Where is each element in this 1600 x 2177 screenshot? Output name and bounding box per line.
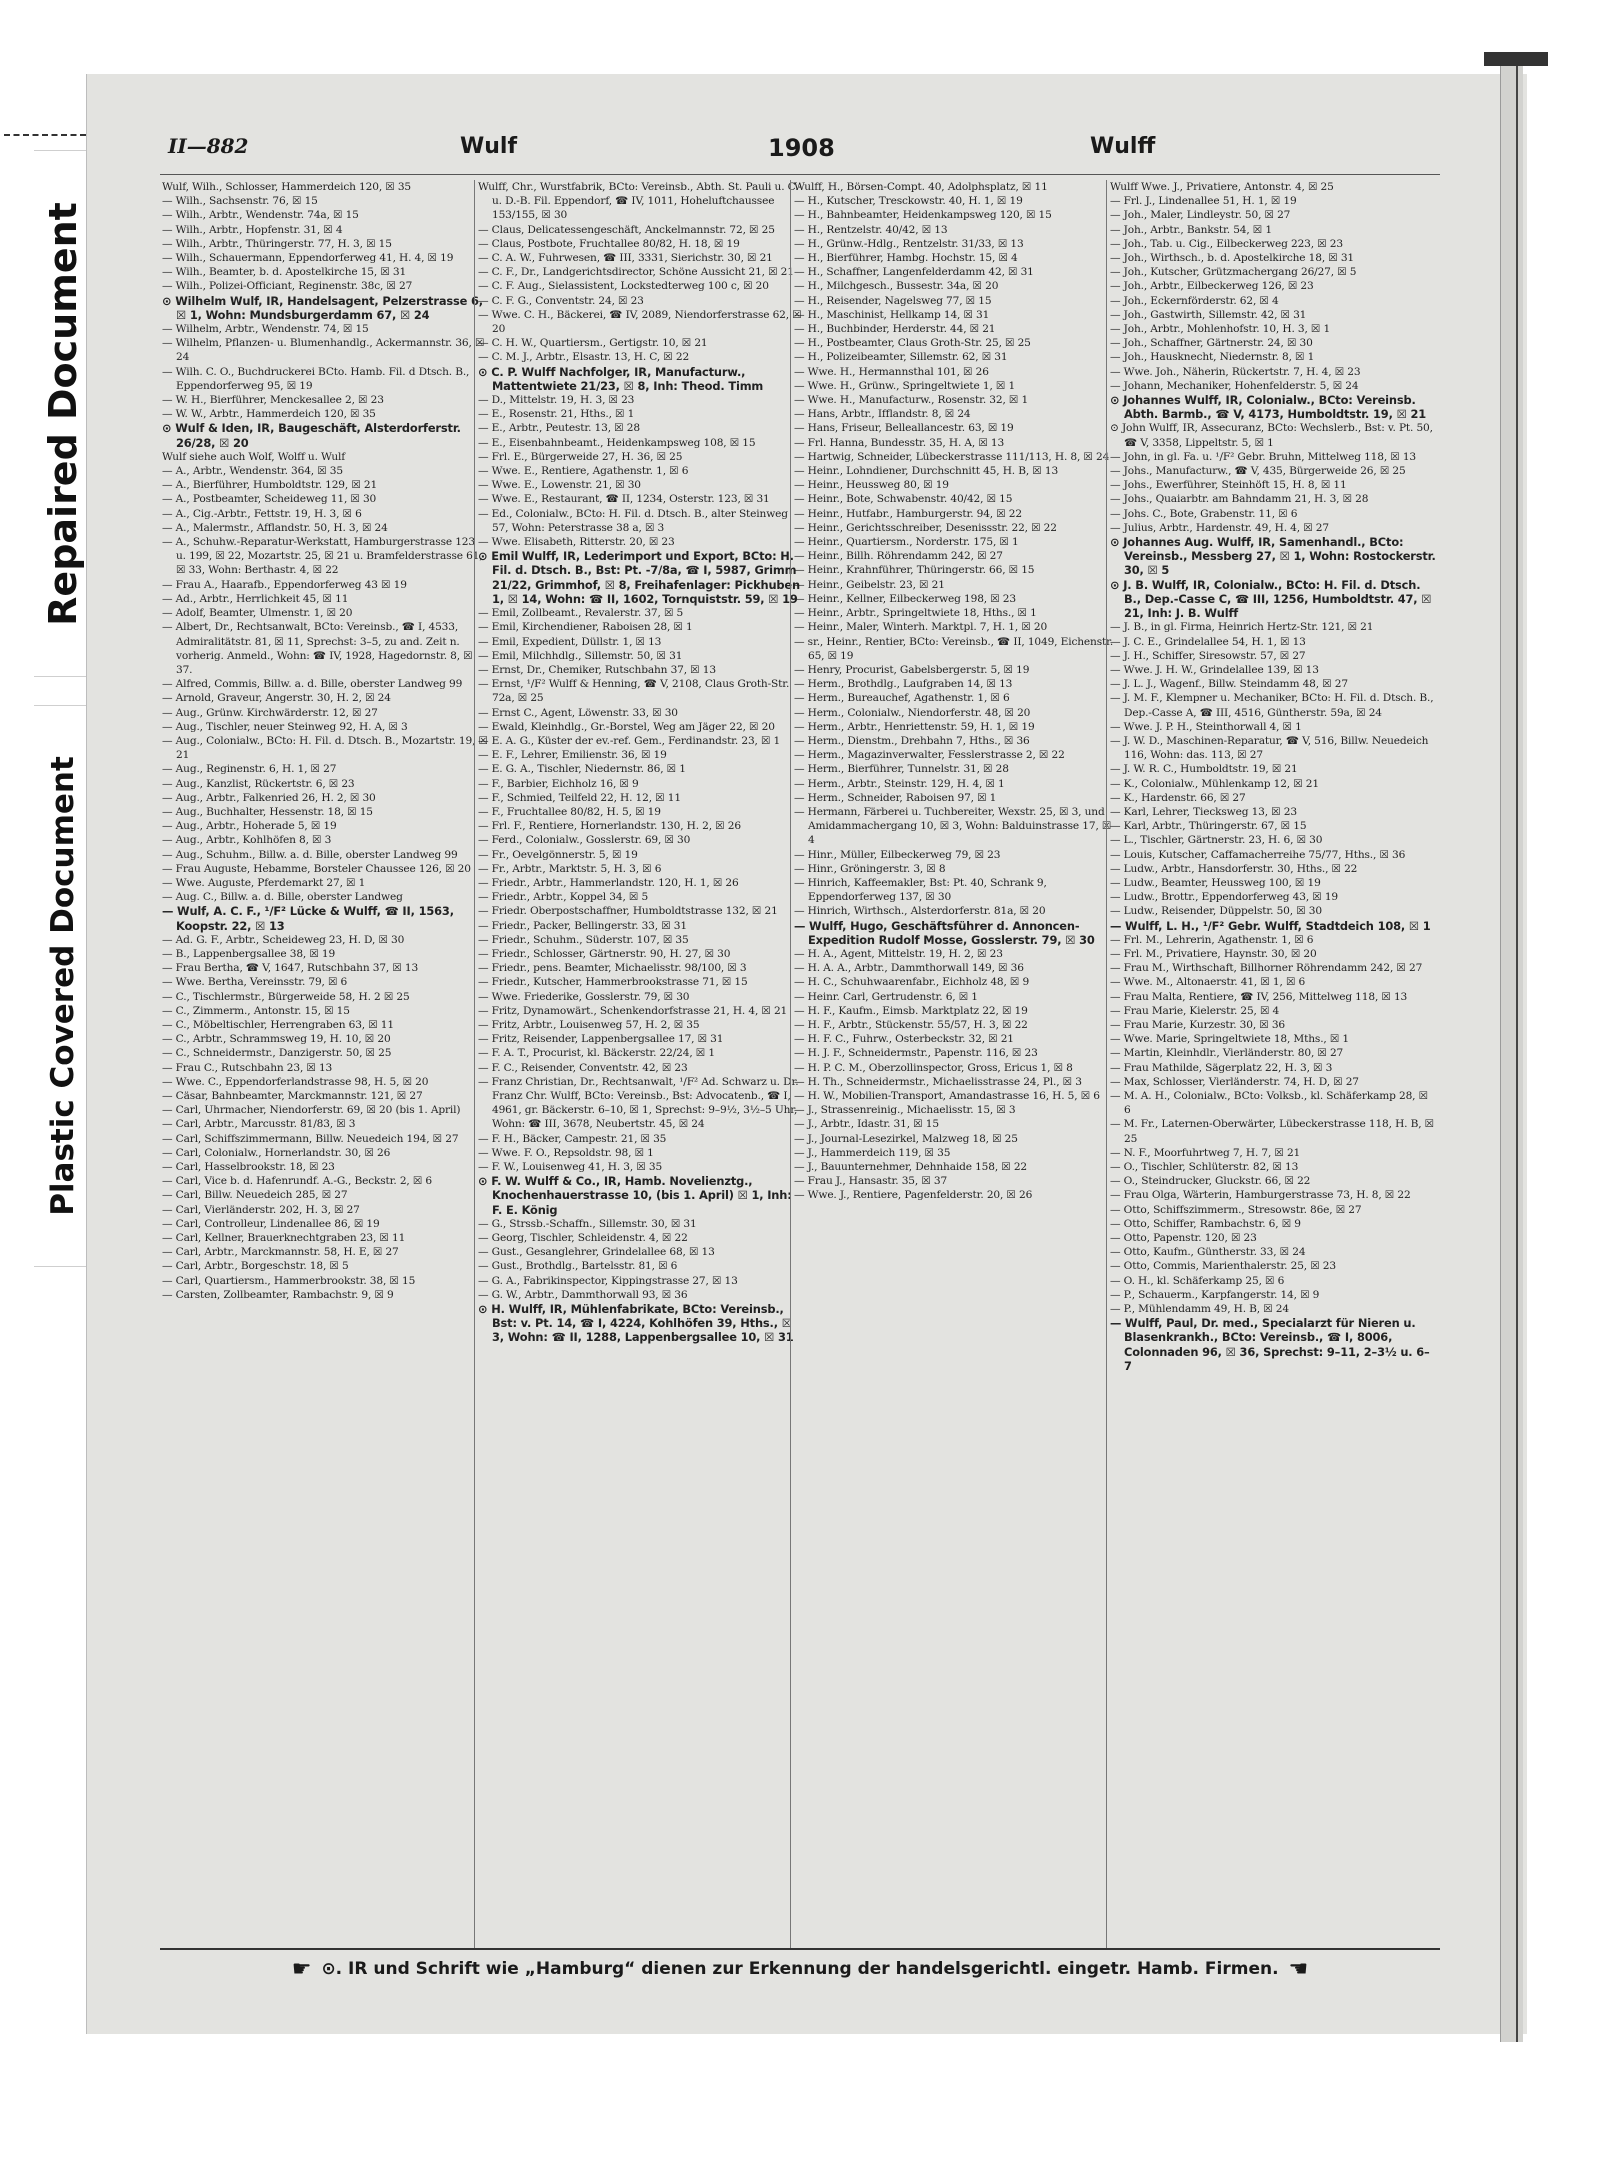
directory-entry: — H., Polizeibeamter, Sillemstr. 62, ☒ 31	[794, 351, 1008, 364]
directory-entry: — Wwe. J. H. W., Grindelallee 139, ☒ 13	[1110, 663, 1319, 676]
directory-entry: — H., Reisender, Nagelsweg 77, ☒ 15	[794, 294, 992, 307]
directory-entry: — Hans, Friseur, Belleallancestr. 63, ☒ 19	[794, 422, 1014, 435]
directory-entry: — Friedr., Arbtr., Koppel 34, ☒ 5	[478, 891, 649, 904]
directory-entry: — H. P. C. M., Oberzollinspector, Gross, Ericus 1, ☒ 8	[794, 1061, 1073, 1074]
directory-entry: — H. F., Arbtr., Stückenstr. 55/57, H. 3, ☒ 22	[794, 1018, 1028, 1031]
directory-entry: — Heinr., Arbtr., Springeltwiete 18, Hths., ☒ 1	[794, 607, 1037, 620]
directory-entry: ⊙ John Wulff, IR, Assecuranz, BCto: Wechslerb., Bst: v. Pt. 50, ☎ V, 3358, Lippeltstr. 5, ☒ 1	[1110, 422, 1433, 449]
directory-entry: — Frl. J., Lindenallee 51, H. 1, ☒ 19	[1110, 195, 1297, 208]
directory-entry: — Hinr., Müller, Eilbeckerweg 79, ☒ 23	[794, 848, 1001, 861]
directory-entry: — H. C., Schuhwaarenfabr., Eichholz 48, ☒ 9	[794, 976, 1030, 989]
directory-entry: — J., Hammerdeich 119, ☒ 35	[794, 1146, 951, 1159]
directory-entry: — C. M. J., Arbtr., Elsastr. 13, H. C, ☒ 22	[478, 351, 690, 364]
directory-entry: — C., Schneidermstr., Danzigerstr. 50, ☒ 25	[162, 1047, 392, 1060]
directory-entry: — Karl, Lehrer, Tiecksweg 13, ☒ 23	[1110, 805, 1297, 818]
directory-entry: — Joh., Arbtr., Bankstr. 54, ☒ 1	[1110, 223, 1272, 236]
directory-entry: — Wulff, Paul, Dr. med., Specialarzt für Nieren u. Blasenkrankh., BCto: Vereinsb., ☎ I, 8006, Colonnaden 96, ☒ 36, Sprechst: 9–11, 2–3½ u. 6–7	[1110, 1316, 1430, 1373]
directory-entry: — Wwe. J. P. H., Steinthorwall 4, ☒ 1	[1110, 720, 1302, 733]
directory-entry: — Ad., Arbtr., Herrlichkeit 45, ☒ 11	[162, 592, 349, 605]
directory-entry: — Wwe. Auguste, Pferdemarkt 27, ☒ 1	[162, 876, 366, 889]
directory-entry: — Aug., Colonialw., BCto: H. Fil. d. Dtsch. B., Mozartstr. 19, ☒ 21	[162, 734, 488, 762]
directory-entry: — Wwe. C., Eppendorferlandstrasse 98, H. 5, ☒ 20	[162, 1075, 429, 1088]
directory-entry: — John, in gl. Fa. u. ¹/F² Gebr. Bruhn, Mittelweg 118, ☒ 13	[1110, 450, 1417, 463]
directory-entry: — W. W., Arbtr., Hammerdeich 120, ☒ 35	[162, 408, 376, 421]
directory-entry: — Heinr., Krahnführer, Thüringerstr. 66, ☒ 15	[794, 564, 1035, 577]
directory-entry: — E., Arbtr., Peutestr. 13, ☒ 28	[478, 422, 640, 435]
directory-entry: — Ludw., Reisender, Düppelstr. 50, ☒ 30	[1110, 905, 1322, 918]
header-year: 1908	[768, 134, 835, 162]
directory-entry: — Wilhelm, Pflanzen- u. Blumenhandlg., Ackermannstr. 36, ☒ 24	[162, 337, 485, 364]
directory-entry: ⊙ Wulf & Iden, IR, Baugeschäft, Alsterdorferstr. 26/28, ☒ 20	[162, 421, 461, 450]
directory-entry: — Wilh. C. O., Buchdruckerei BCto. Hamb. Fil. d Dtsch. B., Eppendorferweg 95, ☒ 19	[162, 365, 470, 392]
directory-entry: — Wilhelm, Arbtr., Wendenstr. 74, ☒ 15	[162, 323, 369, 336]
directory-entry: — Frau C., Rutschbahn 23, ☒ 13	[162, 1061, 333, 1074]
directory-entry: — Friedr., pens. Beamter, Michaelisstr. 98/100, ☒ 3	[478, 962, 747, 975]
directory-entry: — Arnold, Graveur, Angerstr. 30, H. 2, ☒ 24	[162, 692, 391, 705]
directory-entry: — Gust., Brothdlg., Bartelsstr. 81, ☒ 6	[478, 1260, 678, 1273]
directory-entry: — O. H., kl. Schäferkamp 25, ☒ 6	[1110, 1274, 1285, 1287]
directory-entry: — H. A., Agent, Mittelstr. 19, H. 2, ☒ 23	[794, 947, 1003, 960]
directory-entry: — Carl, Controlleur, Lindenallee 86, ☒ 19	[162, 1217, 380, 1230]
directory-entry: — A., Postbeamter, Scheideweg 11, ☒ 30	[162, 493, 377, 506]
directory-entry: — Heinr., Bote, Schwabenstr. 40/42, ☒ 15	[794, 493, 1013, 506]
directory-entry: — Wilh., Polizei-Officiant, Reginenstr. 38c, ☒ 27	[162, 280, 413, 293]
directory-entry: — Claus, Delicatessengeschäft, Anckelmannstr. 72, ☒ 25	[478, 223, 775, 236]
directory-entry: — B., Lappenbergsallee 38, ☒ 19	[162, 947, 336, 960]
directory-entry: — Heinr., Kellner, Eilbeckerweg 198, ☒ 23	[794, 592, 1016, 605]
directory-entry: — A., Malermstr., Afflandstr. 50, H. 3, ☒ 24	[162, 521, 388, 534]
directory-entry: — Karl, Arbtr., Thüringerstr. 67, ☒ 15	[1110, 820, 1307, 833]
directory-entry: — J. W. D., Maschinen-Reparatur, ☎ V, 516, Billw. Neuedeich 116, Wohn: das. 113, ☒ 27	[1110, 734, 1429, 762]
directory-entry: — H., Bierführer, Hambg. Hochstr. 15, ☒ 4	[794, 252, 1018, 265]
directory-entry: — Fr., Arbtr., Marktstr. 5, H. 3, ☒ 6	[478, 862, 662, 875]
directory-entry: — E. A. G., Küster der ev.-ref. Gem., Ferdinandstr. 23, ☒ 1	[478, 734, 781, 747]
directory-entry: — H. F., Kaufm., Eimsb. Marktplatz 22, ☒ 19	[794, 1004, 1028, 1017]
directory-entry: — Friedr., Schuhm., Süderstr. 107, ☒ 35	[478, 933, 689, 946]
directory-entry: — Frl. E., Bürgerweide 27, H. 36, ☒ 25	[478, 450, 683, 463]
directory-entry: — Carl, Vice b. d. Hafenrundf. A.-G., Beckstr. 2, ☒ 6	[162, 1175, 433, 1188]
directory-entry: — Carl, Colonialw., Hornerlandstr. 30, ☒ 26	[162, 1146, 391, 1159]
directory-entry: — Wwe. H., Hermannsthal 101, ☒ 26	[794, 365, 989, 378]
directory-entry: — H., Maschinist, Hellkamp 14, ☒ 31	[794, 308, 990, 321]
directory-entry: — Frl. Hanna, Bundesstr. 35, H. A, ☒ 13	[794, 436, 1005, 449]
directory-entry: — Johs. C., Bote, Grabenstr. 11, ☒ 6	[1110, 507, 1298, 520]
directory-entry: — Hartwig, Schneider, Lübeckerstrasse 111/113, H. 8, ☒ 24	[794, 450, 1110, 463]
directory-entry: — E. F., Lehrer, Emilienstr. 36, ☒ 19	[478, 749, 667, 762]
directory-entry: — C., Arbtr., Schrammsweg 19, H. 10, ☒ 20	[162, 1033, 391, 1046]
directory-entry: — Wwe. E., Restaurant, ☎ II, 1234, Osterstr. 123, ☒ 31	[478, 493, 770, 506]
directory-entry: — Wwe. Joh., Näherin, Rückertstr. 7, H. 4, ☒ 23	[1110, 365, 1361, 378]
directory-entry: — Wwe. Elisabeth, Ritterstr. 20, ☒ 23	[478, 536, 675, 549]
directory-entry: — J. L. J., Wagenf., Billw. Steindamm 48, ☒ 27	[1110, 678, 1348, 691]
directory-entry: — A., Cig.-Arbtr., Fettstr. 19, H. 3, ☒ 6	[162, 507, 362, 520]
directory-entry: — Heinr., Billh. Röhrendamm 242, ☒ 27	[794, 550, 1003, 563]
directory-entry: — Aug., Schuhm., Billw. a. d. Bille, oberster Landweg 99	[162, 848, 458, 861]
directory-entry: — J. H., Schiffer, Siresowstr. 57, ☒ 27	[1110, 649, 1306, 662]
directory-entry: ⊙ F. W. Wulff & Co., IR, Hamb. Novelienztg., Knochenhauerstrasse 10, (bis 1. April) ☒ 1, Inh: F. E. König	[478, 1174, 792, 1217]
directory-entry: ⊙ Johannes Aug. Wulff, IR, Samenhandl., BCto: Vereinsb., Messberg 27, ☒ 1, Wohn: Rostockerstr. 30, ☒ 5	[1110, 535, 1436, 578]
plastic-covered-label	[34, 705, 93, 1267]
directory-entry: — Wwe. Bertha, Vereinsstr. 79, ☒ 6	[162, 976, 348, 989]
directory-entry: — Adolf, Beamter, Ulmenstr. 1, ☒ 20	[162, 607, 353, 620]
directory-entry: — Alfred, Commis, Billw. a. d. Bille, oberster Landweg 99	[162, 678, 463, 691]
directory-entry: — Franz Christian, Dr., Rechtsanwalt, ¹/F² Ad. Schwarz u. Dr. Franz Chr. Wulff, BCto: Vereinsb., Bst: Advocatenb., ☎ I, 4961, gr. Bäckerstr. 6–10, ☒ 1, Sprechst: 9–9½, 3½–5 Uhr, Wohn: ☎ III, 3678, Neubertstr. 45, ☒ 24	[478, 1075, 799, 1131]
directory-entry: — J., Bauunternehmer, Dehnhaide 158, ☒ 22	[794, 1161, 1028, 1174]
binder-clip	[1484, 52, 1548, 66]
directory-entry: — Carl, Quartiersm., Hammerbrookstr. 38, ☒ 15	[162, 1274, 416, 1287]
directory-entry: — Ernst, Dr., Chemiker, Rutschbahn 37, ☒ 13	[478, 663, 716, 676]
directory-entry: — H. Th., Schneidermstr., Michaelisstrasse 24, Pl., ☒ 3	[794, 1075, 1082, 1088]
directory-entry: — H. J. F., Schneidermstr., Papenstr. 116, ☒ 23	[794, 1047, 1038, 1060]
directory-entry: — Friedr., Arbtr., Hammerlandstr. 120, H. 1, ☒ 26	[478, 876, 739, 889]
directory-entry: — L., Tischler, Gärtnerstr. 23, H. 6, ☒ 30	[1110, 834, 1323, 847]
directory-entry: — Herm., Bierführer, Tunnelstr. 31, ☒ 28	[794, 763, 1009, 776]
directory-entry: — J. W. R. C., Humboldtstr. 19, ☒ 21	[1110, 763, 1298, 776]
directory-entry: — Ludw., Brottr., Eppendorferweg 43, ☒ 19	[1110, 891, 1339, 904]
directory-entry: — Ernst C., Agent, Löwenstr. 33, ☒ 30	[478, 706, 678, 719]
directory-entry: — Joh., Maler, Lindleystr. 50, ☒ 27	[1110, 209, 1291, 222]
directory-entry: — H., Rentzelstr. 40/42, ☒ 13	[794, 223, 948, 236]
page-header	[160, 134, 1440, 168]
repaired-label-text: Repaired Document	[41, 201, 86, 626]
directory-entry: — Ferd., Colonialw., Gosslerstr. 69, ☒ 30	[478, 834, 691, 847]
directory-entry: — Hinrich, Wirthsch., Alsterdorferstr. 81a, ☒ 20	[794, 905, 1046, 918]
header-left-name: Wulf	[460, 134, 518, 159]
directory-entry: — Cäsar, Bahnbeamter, Marckmannstr. 121, ☒ 27	[162, 1090, 423, 1102]
directory-entry: — M. A. H., Colonialw., BCto: Volksb., kl. Schäferkamp 28, ☒ 6	[1110, 1090, 1428, 1117]
directory-entry: ⊙ J. B. Wulff, IR, Colonialw., BCto: H. Fil. d. Dtsch. B., Dep.-Casse C, ☎ III, 1256, Humboldtstr. 47, ☒ 21, Inh: J. B. Wulff	[1110, 577, 1432, 621]
directory-entry: — Louis, Kutscher, Caffamacherreihe 75/77, Hths., ☒ 36	[1110, 848, 1406, 861]
directory-entry: — Wwe. E., Rentiere, Agathenstr. 1, ☒ 6	[478, 465, 689, 478]
directory-entry: — Carl, Hasselbrookstr. 18, ☒ 23	[162, 1161, 335, 1174]
directory-entry: — Heinr., Lohndiener, Durchschnitt 45, H. B, ☒ 13	[794, 465, 1059, 478]
directory-entry: — Otto, Kaufm., Güntherstr. 33, ☒ 24	[1110, 1246, 1306, 1259]
directory-entry: — Aug., Tischler, neuer Steinweg 92, H. A, ☒ 3	[162, 720, 408, 733]
directory-entry: — A., Arbtr., Wendenstr. 364, ☒ 35	[162, 465, 343, 478]
directory-entry: — Henry, Procurist, Gabelsbergerstr. 5, ☒ 19	[794, 663, 1030, 676]
plastic-label-text: Plastic Covered Document	[45, 756, 82, 1216]
directory-entry: — Albert, Dr., Rechtsanwalt, BCto: Vereinsb., ☎ I, 4533, Admiralitätstr. 81, ☒ 11, Sprechst: 3–5, zu and. Zeit n. vorherig. Anmeld., Wohn: ☎ IV, 1928, Hagedornstr. 8, ☒ 37.	[162, 621, 473, 676]
directory-entry: — Hinr., Gröningerstr. 3, ☒ 8	[794, 862, 946, 875]
directory-entry: — Aug., Reginenstr. 6, H. 1, ☒ 27	[162, 763, 337, 776]
directory-entry: — Hans, Arbtr., Ifflandstr. 8, ☒ 24	[794, 408, 971, 421]
directory-entry: — Herm., Bureauchef, Agathenstr. 1, ☒ 6	[794, 692, 1010, 705]
directory-entry: — Aug. C., Billw. a. d. Bille, oberster Landweg	[162, 891, 403, 904]
directory-entry: — Carl, Arbtr., Marckmannstr. 58, H. E, ☒ 27	[162, 1246, 399, 1259]
directory-entry: — Ewald, Kleinhdlg., Gr.-Borstel, Weg am Jäger 22, ☒ 20	[478, 720, 775, 733]
directory-entry: — Frau Malta, Rentiere, ☎ IV, 256, Mittelweg 118, ☒ 13	[1110, 990, 1408, 1003]
directory-entry: — Frau Mathilde, Sägerplatz 22, H. 3, ☒ 3	[1110, 1061, 1333, 1074]
directory-entry: — Aug., Grünw. Kirchwärderstr. 12, ☒ 27	[162, 706, 378, 719]
directory-entry: — Aug., Kanzlist, Rückertstr. 6, ☒ 23	[162, 777, 355, 790]
directory-entry: — Joh., Wirthsch., b. d. Apostelkirche 18, ☒ 31	[1110, 252, 1355, 265]
directory-entry: — E. G. A., Tischler, Niedernstr. 86, ☒ 1	[478, 763, 686, 776]
directory-entry: — Heinr., Gerichtsschreiber, Desenissstr. 22, ☒ 22	[794, 521, 1057, 534]
directory-entry: — Herm., Dienstm., Drehbahn 7, Hths., ☒ 36	[794, 734, 1030, 747]
directory-entry: — Ernst, ¹/F² Wulff & Henning, ☎ V, 2108, Claus Groth-Str. 72a, ☒ 25	[478, 678, 790, 705]
directory-entry: — E., Rosenstr. 21, Hths., ☒ 1	[478, 408, 635, 421]
column-divider	[790, 180, 791, 1950]
directory-entry: ⊙ Johannes Wulff, IR, Colonialw., BCto: Vereinsb. Abth. Barmb., ☎ V, 4173, Humboldtstr. 19, ☒ 21	[1110, 393, 1427, 422]
directory-entry: — Herm., Arbtr., Henriettenstr. 59, H. 1, ☒ 19	[794, 720, 1035, 733]
directory-entry: — Wilh., Beamter, b. d. Apostelkirche 15, ☒ 31	[162, 266, 407, 279]
directory-entry: — Ludw., Arbtr., Hansdorferstr. 30, Hths., ☒ 22	[1110, 862, 1358, 875]
directory-entry: — Emil, Zollbeamt., Revalerstr. 37, ☒ 5	[478, 607, 684, 620]
directory-entry: Wulff Wwe. J., Privatiere, Antonstr. 4, ☒ 25	[1110, 181, 1334, 193]
directory-entry: — Frau A., Haarafb., Eppendorferweg 43 ☒ 19	[162, 578, 407, 591]
directory-entry: — Wilh., Arbtr., Wendenstr. 74a, ☒ 15	[162, 209, 359, 222]
directory-entry: — Joh., Arbtr., Eilbeckerweg 126, ☒ 23	[1110, 280, 1314, 293]
directory-entry: — H., Buchbinder, Herderstr. 44, ☒ 21	[794, 323, 996, 336]
directory-entry: — Carl, Vierländerstr. 202, H. 3, ☒ 27	[162, 1203, 360, 1216]
directory-entry: — A., Bierführer, Humboldtstr. 129, ☒ 21	[162, 479, 378, 492]
directory-entry: — P., Schauerm., Karpfangerstr. 14, ☒ 9	[1110, 1288, 1320, 1301]
directory-entry: — J., Journal-Lesezirkel, Malzweg 18, ☒ 25	[794, 1132, 1018, 1145]
directory-entry: — F. W., Louisenweg 41, H. 3, ☒ 35	[478, 1161, 663, 1174]
directory-entry: — Gust., Gesanglehrer, Grindelallee 68, ☒ 13	[478, 1246, 715, 1259]
directory-entry: — G. W., Arbtr., Dammthorwall 93, ☒ 36	[478, 1288, 688, 1301]
directory-entry: — Friedr., Kutscher, Hammerbrookstrasse 71, ☒ 15	[478, 976, 748, 989]
directory-entry: — C., Zimmerm., Antonstr. 15, ☒ 15	[162, 1004, 350, 1017]
directory-entry: — F., Fruchtallee 80/82, H. 5, ☒ 19	[478, 805, 661, 818]
directory-entry: — K., Colonialw., Mühlenkamp 12, ☒ 21	[1110, 777, 1319, 790]
directory-entry: — Joh., Eckernförderstr. 62, ☒ 4	[1110, 294, 1279, 307]
directory-entry: — Friedr., Schlosser, Gärtnerstr. 90, H. 27, ☒ 30	[478, 947, 731, 960]
directory-entry: — Emil, Expedient, Düllstr. 1, ☒ 13	[478, 635, 662, 648]
directory-entry: Wulff, H., Börsen-Compt. 40, Adolphsplatz, ☒ 11	[794, 181, 1048, 193]
column-divider	[1106, 180, 1107, 1950]
directory-entry: — Otto, Commis, Marienthalerstr. 25, ☒ 23	[1110, 1260, 1336, 1273]
directory-entry: — Ludw., Beamter, Heussweg 100, ☒ 19	[1110, 876, 1321, 889]
directory-entry: — Wulff, L. H., ¹/F² Gebr. Wulff, Stadtdeich 108, ☒ 1	[1110, 918, 1431, 933]
directory-entry: — H., Kutscher, Tresckowstr. 40, H. 1, ☒ 19	[794, 195, 1023, 208]
directory-entry: — F., Barbier, Eichholz 16, ☒ 9	[478, 777, 639, 790]
directory-entry: — Frl. F., Rentiere, Hornerlandstr. 130, H. 2, ☒ 26	[478, 820, 741, 833]
directory-entry: — P., Mühlendamm 49, H. B, ☒ 24	[1110, 1303, 1289, 1316]
directory-entry: — A., Schuhw.-Reparatur-Werkstatt, Hamburgerstrasse 123 u. 199, ☒ 22, Mozartstr. 25, ☒ 21 u. Bramfelderstrasse 61, ☒ 33, Wohn: Berthastr. 4, ☒ 22	[162, 536, 483, 577]
directory-entry: ⊙ C. P. Wulff Nachfolger, IR, Manufacturw., Mattentwiete 21/23, ☒ 8, Inh: Theod. Timm	[478, 364, 764, 393]
directory-entry: ⊙ H. Wulff, IR, Mühlenfabrikate, BCto: Vereinsb., Bst: v. Pt. 14, ☎ I, 4224, Kohlhöfen 39, Hths., ☒ 3, Wohn: ☎ II, 1288, Lappenbergsallee 10, ☒ 31	[478, 1302, 794, 1345]
directory-entry: — Johs., Ewerführer, Steinhöft 15, H. 8, ☒ 11	[1110, 479, 1347, 492]
directory-entry: — Joh., Kutscher, Grützmachergang 26/27, ☒ 5	[1110, 266, 1357, 279]
directory-entry: — Joh., Arbtr., Mohlenhofstr. 10, H. 3, ☒ 1	[1110, 323, 1331, 336]
directory-entry: — H., Schaffner, Langenfelderdamm 42, ☒ 31	[794, 266, 1034, 279]
page-footer	[160, 1954, 1440, 1984]
directory-entry: — Julius, Arbtr., Hardenstr. 49, H. 4, ☒ 27	[1110, 521, 1329, 534]
directory-entry: — C. A. W., Fuhrwesen, ☎ III, 3331, Sierichstr. 30, ☒ 21	[478, 252, 773, 265]
directory-entry: — C. H. W., Quartiersm., Gertigstr. 10, ☒ 21	[478, 337, 708, 350]
directory-entry: — Frau Olga, Wärterin, Hamburgerstrasse 73, H. 8, ☒ 22	[1110, 1189, 1411, 1202]
directory-entry: — C. F., Dr., Landgerichtsdirector, Schöne Aussicht 21, ☒ 21	[478, 266, 794, 279]
directory-entry: ⊙ Emil Wulff, IR, Lederimport und Export, BCto: H. Fil. d. Dtsch. B., Bst: Pt. -7/8a, ☎ I, 5987, Grimm 21/22, Grimmhof, ☒ 8, Freihafenlager: Pickhuben 1, ☒ 14, Wohn: ☎ II, 1602, Tornquiststr. 59, ☒ 19	[478, 549, 800, 606]
directory-entry: — H., Grünw.-Hdlg., Rentzelstr. 31/33, ☒ 13	[794, 237, 1024, 250]
directory-entry: — F. A. T., Procurist, kl. Bäckerstr. 22/24, ☒ 1	[478, 1047, 715, 1060]
directory-entry: — H. F. C., Fuhrw., Osterbeckstr. 32, ☒ 21	[794, 1033, 1014, 1046]
directory-entry: — Frau Marie, Kielerstr. 25, ☒ 4	[1110, 1004, 1280, 1017]
directory-entry: — Frl. M., Lehrerin, Agathenstr. 1, ☒ 6	[1110, 933, 1314, 946]
header-right-name: Wulff	[1090, 134, 1156, 159]
directory-entry: — W. H., Bierführer, Menckesallee 2, ☒ 23	[162, 394, 384, 407]
page-edge	[1500, 52, 1523, 2042]
directory-entry: — Joh., Gastwirth, Sillemstr. 42, ☒ 31	[1110, 308, 1307, 321]
column-divider	[474, 180, 475, 1950]
directory-entry: — Aug., Arbtr., Kohlhöfen 8, ☒ 3	[162, 834, 332, 847]
directory-entry: — J. C. E., Grindelallee 54, H. 1, ☒ 13	[1110, 635, 1306, 648]
directory-entry: — Carl, Uhrmacher, Niendorferstr. 69, ☒ 20 (bis 1. April)	[162, 1104, 461, 1117]
directory-entry: — Wilh., Arbtr., Thüringerstr. 77, H. 3, ☒ 15	[162, 237, 392, 250]
footer-text: ⊙. IR und Schrift wie „Hamburg“ dienen zur Erkennung der handelsgerichtl. eingetr. Hamb. Firmen.	[321, 1959, 1279, 1979]
directory-entry: — sr., Heinr., Rentier, BCto: Vereinsb., ☎ II, 1049, Eichenstr. 65, ☒ 19	[794, 635, 1114, 662]
directory-entry: — Wwe. J., Rentiere, Pagenfelderstr. 20, ☒ 26	[794, 1189, 1033, 1202]
directory-entry: — Wilh., Sachsenstr. 76, ☒ 15	[162, 195, 318, 208]
directory-entry: — Wulff, Hugo, Geschäftsführer d. Annoncen-Expedition Rudolf Mosse, Gosslerstr. 79, ☒ 30	[794, 918, 1095, 947]
column-1	[162, 180, 488, 1948]
directory-entry: — Fritz, Reisender, Lappenbergsallee 17, ☒ 31	[478, 1033, 724, 1046]
directory-entry: — Herm., Magazinverwalter, Fesslerstrasse 2, ☒ 22	[794, 749, 1065, 762]
directory-entry: — Wwe. M., Altonaerstr. 41, ☒ 1, ☒ 6	[1110, 976, 1306, 989]
directory-entry: — Hermann, Färberei u. Tuchbereiter, Wexstr. 25, ☒ 3, und Amidammachergang 10, ☒ 3, Wohn: Balduinstrasse 17, ☒ 4	[794, 805, 1112, 847]
directory-entry: — Herm., Arbtr., Steinstr. 129, H. 4, ☒ 1	[794, 777, 1005, 790]
directory-entry: Wulf, Wilh., Schlosser, Hammerdeich 120, ☒ 35	[162, 181, 411, 193]
directory-entry: — Max, Schlosser, Vierländerstr. 74, H. D, ☒ 27	[1110, 1075, 1359, 1088]
directory-entry: — Heinr., Hutfabr., Hamburgerstr. 94, ☒ 22	[794, 507, 1022, 520]
directory-entry: — Wwe. C. H., Bäckerei, ☎ IV, 2089, Niendorferstrasse 62, ☒ 20	[478, 308, 802, 336]
pointing-hand-left-icon: ☛	[291, 1956, 312, 1982]
directory-entry: — Herm., Colonialw., Niendorferstr. 48, ☒ 20	[794, 706, 1031, 719]
directory-entry: — Heinr., Heussweg 80, ☒ 19	[794, 479, 949, 492]
directory-entry: — Wilh., Schauermann, Eppendorferweg 41, H. 4, ☒ 19	[162, 252, 454, 265]
directory-entry: — O., Tischler, Schlüterstr. 82, ☒ 13	[1110, 1161, 1299, 1174]
directory-entry: — Ed., Colonialw., BCto: H. Fil. d. Dtsch. B., alter Steinweg 57, Wohn: Peterstrasse 38 a, ☒ 3	[478, 507, 788, 534]
directory-entry: — H., Postbeamter, Claus Groth-Str. 25, ☒ 25	[794, 337, 1031, 350]
directory-entry: — Frau Bertha, ☎ V, 1647, Rutschbahn 37, ☒ 13	[162, 962, 419, 975]
directory-entry: — Heinr. Carl, Gertrudenstr. 6, ☒ 1	[794, 990, 978, 1003]
directory-entry: — Fr., Oevelgönnerstr. 5, ☒ 19	[478, 848, 638, 861]
directory-entry: — J. M. F., Klempner u. Mechaniker, BCto: H. Fil. d. Dtsch. B., Dep.-Casse A, ☎ III, 4516, Güntherstr. 59a, ☒ 24	[1110, 692, 1434, 719]
directory-entry: — Georg, Tischler, Schleidenstr. 4, ☒ 22	[478, 1232, 688, 1245]
directory-entry: — Carsten, Zollbeamter, Rambachstr. 9, ☒ 9	[162, 1288, 394, 1301]
directory-entry: — Wwe. E., Lowenstr. 21, ☒ 30	[478, 479, 641, 492]
directory-entry: — N. F., Moorfuhrtweg 7, H. 7, ☒ 21	[1110, 1146, 1301, 1159]
directory-entry: — Carl, Arbtr., Borgeschstr. 18, ☒ 5	[162, 1260, 349, 1273]
directory-entry: — Frau Auguste, Hebamme, Borsteler Chaussee 126, ☒ 20	[162, 862, 471, 875]
directory-entry: — Friedr. Oberpostschaffner, Humboldtstrasse 132, ☒ 21	[478, 905, 778, 918]
directory-entry: — C., Möbeltischler, Herrengraben 63, ☒ 11	[162, 1018, 394, 1031]
directory-entry: — Carl, Arbtr., Marcusstr. 81/83, ☒ 3	[162, 1118, 356, 1131]
directory-entry: — C., Tischlermstr., Bürgerweide 58, H. 2 ☒ 25	[162, 990, 410, 1003]
directory-entry: — Otto, Papenstr. 120, ☒ 23	[1110, 1232, 1257, 1245]
directory-entry: — F. C., Reisender, Conventstr. 42, ☒ 23	[478, 1061, 688, 1074]
directory-entry: — D., Mittelstr. 19, H. 3, ☒ 23	[478, 394, 635, 407]
directory-entry: — Heinr., Maler, Winterh. Marktpl. 7, H. 1, ☒ 20	[794, 621, 1048, 634]
directory-entry: — Wwe. H., Grünw., Springeltwiete 1, ☒ 1	[794, 379, 1016, 392]
directory-entry: — Herm., Schneider, Raboisen 97, ☒ 1	[794, 791, 997, 804]
directory-entry: — Heinr., Quartiersm., Norderstr. 175, ☒ 1	[794, 536, 1019, 549]
dashed-rule	[4, 134, 86, 136]
directory-entry: — J. B., in gl. Firma, Heinrich Hertz-Str. 121, ☒ 21	[1110, 621, 1374, 634]
directory-entry: — Fritz, Arbtr., Louisenweg 57, H. 2, ☒ 35	[478, 1018, 700, 1031]
directory-entry: — Hinrich, Kaffeemakler, Bst: Pt. 40, Schrank 9, Eppendorferweg 137, ☒ 30	[794, 876, 1047, 904]
directory-entry: — O., Steindrucker, Gluckstr. 66, ☒ 22	[1110, 1175, 1311, 1188]
header-rule	[160, 174, 1440, 175]
directory-entry: — Carl, Kellner, Brauerknechtgraben 23, ☒ 11	[162, 1232, 406, 1245]
directory-entry: Wulf siehe auch Wolf, Wolff u. Wulf	[162, 450, 346, 463]
directory-entry: — Otto, Schiffer, Rambachstr. 6, ☒ 9	[1110, 1217, 1301, 1230]
directory-entry: — Joh., Hausknecht, Niedernstr. 8, ☒ 1	[1110, 351, 1315, 364]
directory-entry: — Wwe. H., Manufacturw., Rosenstr. 32, ☒ 1	[794, 394, 1029, 407]
directory-entry: — Joh., Tab. u. Cig., Eilbeckerweg 223, ☒ 23	[1110, 237, 1343, 250]
directory-entry: — H. A. A., Arbtr., Dammthorwall 149, ☒ 36	[794, 962, 1024, 975]
directory-entry: — Johann, Mechaniker, Hohenfelderstr. 5, ☒ 24	[1110, 379, 1359, 392]
directory-entry: — J., Strassenreinig., Michaelisstr. 15, ☒ 3	[794, 1104, 1016, 1117]
directory-entry: — Carl, Schiffszimmermann, Billw. Neuedeich 194, ☒ 27	[162, 1132, 459, 1145]
directory-entry: — Frau M., Wirthschaft, Billhorner Röhrendamm 242, ☒ 27	[1110, 962, 1423, 975]
directory-entry: — Fritz, Dynamowärt., Schenkendorfstrasse 21, H. 4, ☒ 21	[478, 1004, 788, 1017]
page-number: II—882	[168, 134, 249, 158]
pointing-hand-right-icon: ☚	[1288, 1956, 1309, 1982]
directory-entry: — Aug., Arbtr., Hoherade 5, ☒ 19	[162, 820, 337, 833]
directory-entry: — M. Fr., Laternen-Oberwärter, Lübeckerstrasse 118, H. B, ☒ 25	[1110, 1118, 1435, 1145]
directory-entry: Wulff, Chr., Wurstfabrik, BCto: Vereinsb., Abth. St. Pauli u. C.- u. D.-B. Fil. Eppendorf, ☎ IV, 1011, Hoheluftchaussee 153/155, ☒ 30	[478, 181, 802, 222]
directory-entry: — F. H., Bäcker, Campestr. 21, ☒ 35	[478, 1132, 667, 1145]
column-3	[794, 180, 1120, 1948]
directory-entry: — G., Strssb.-Schaffn., Sillemstr. 30, ☒ 31	[478, 1217, 697, 1230]
directory-entry: — Aug., Arbtr., Falkenried 26, H. 2, ☒ 30	[162, 791, 376, 804]
directory-entry: — Wwe. F. O., Repsoldstr. 98, ☒ 1	[478, 1146, 654, 1159]
directory-entry: — Ad. G. F., Arbtr., Scheideweg 23, H. D, ☒ 30	[162, 933, 405, 946]
repaired-document-label	[34, 150, 93, 677]
directory-entry: — C. F. Aug., Sielassistent, Lockstedterweg 100 c, ☒ 20	[478, 280, 769, 293]
directory-entry: — J., Arbtr., Idastr. 31, ☒ 15	[794, 1118, 939, 1131]
directory-entry: — Emil, Milchhdlg., Sillemstr. 50, ☒ 31	[478, 649, 683, 662]
directory-entry: — Claus, Postbote, Fruchtallee 80/82, H. 18, ☒ 19	[478, 237, 740, 250]
directory-entry: — H. W., Mobilien-Transport, Amandastrasse 16, H. 5, ☒ 6	[794, 1090, 1100, 1102]
directory-entry: — Herm., Brothdlg., Laufgraben 14, ☒ 13	[794, 678, 1013, 691]
directory-entry: — Wwe. Marie, Springeltwiete 18, Mths., ☒ 1	[1110, 1033, 1350, 1046]
directory-entry: — Frau Marie, Kurzestr. 30, ☒ 36	[1110, 1018, 1286, 1031]
directory-entry: — Frau J., Hansastr. 35, ☒ 37	[794, 1175, 948, 1188]
directory-entry: — H., Bahnbeamter, Heidenkampsweg 120, ☒ 15	[794, 209, 1052, 222]
column-4	[1110, 180, 1436, 1948]
column-2	[478, 180, 804, 1948]
directory-entry: — Carl, Billw. Neuedeich 285, ☒ 27	[162, 1189, 348, 1202]
directory-entry: — F., Schmied, Teilfeld 22, H. 12, ☒ 11	[478, 791, 681, 804]
directory-entry: — Heinr., Geibelstr. 23, ☒ 21	[794, 578, 945, 591]
directory-entry: — Martin, Kleinhdlr., Vierländerstr. 80, ☒ 27	[1110, 1047, 1344, 1060]
directory-entry: — K., Hardenstr. 66, ☒ 27	[1110, 791, 1246, 804]
directory-entry: — Wulf, A. C. F., ¹/F² Lücke & Wulff, ☎ II, 1563, Koopstr. 22, ☒ 13	[162, 904, 454, 933]
directory-entry: ⊙ Wilhelm Wulf, IR, Handelsagent, Pelzerstrasse 6, ☒ 1, Wohn: Mundsburgerdamm 67, ☒ 24	[162, 293, 483, 322]
directory-entry: — Wwe. Friederike, Gosslerstr. 79, ☒ 30	[478, 990, 690, 1003]
directory-entry: — Johs., Manufacturw., ☎ V, 435, Bürgerweide 26, ☒ 25	[1110, 465, 1406, 478]
directory-entry: — Johs., Quaiarbtr. am Bahndamm 21, H. 3, ☒ 28	[1110, 493, 1369, 506]
directory-entry: — Wilh., Arbtr., Hopfenstr. 31, ☒ 4	[162, 223, 343, 236]
page-edge-line	[1516, 52, 1518, 2042]
scan-background	[0, 0, 1600, 48]
directory-entry: — C. F. G., Conventstr. 24, ☒ 23	[478, 294, 644, 307]
directory-entry: — Otto, Schiffszimmerm., Stresowstr. 86e, ☒ 27	[1110, 1203, 1362, 1216]
directory-entry: — H., Milchgesch., Bussestr. 34a, ☒ 20	[794, 280, 999, 293]
directory-entry: — Emil, Kirchendiener, Raboisen 28, ☒ 1	[478, 621, 693, 634]
directory-entry: — Frl. M., Privatiere, Haynstr. 30, ☒ 20	[1110, 947, 1317, 960]
directory-entry: — Friedr., Packer, Bellingerstr. 33, ☒ 31	[478, 919, 687, 932]
directory-entry: — G. A., Fabrikinspector, Kippingstrasse 27, ☒ 13	[478, 1274, 738, 1287]
directory-entry: — Aug., Buchhalter, Hessenstr. 18, ☒ 15	[162, 805, 373, 818]
footer-rule	[160, 1948, 1440, 1950]
directory-entry: — E., Eisenbahnbeamt., Heidenkampsweg 108, ☒ 15	[478, 436, 756, 449]
directory-entry: — Joh., Schaffner, Gärtnerstr. 24, ☒ 30	[1110, 337, 1313, 350]
